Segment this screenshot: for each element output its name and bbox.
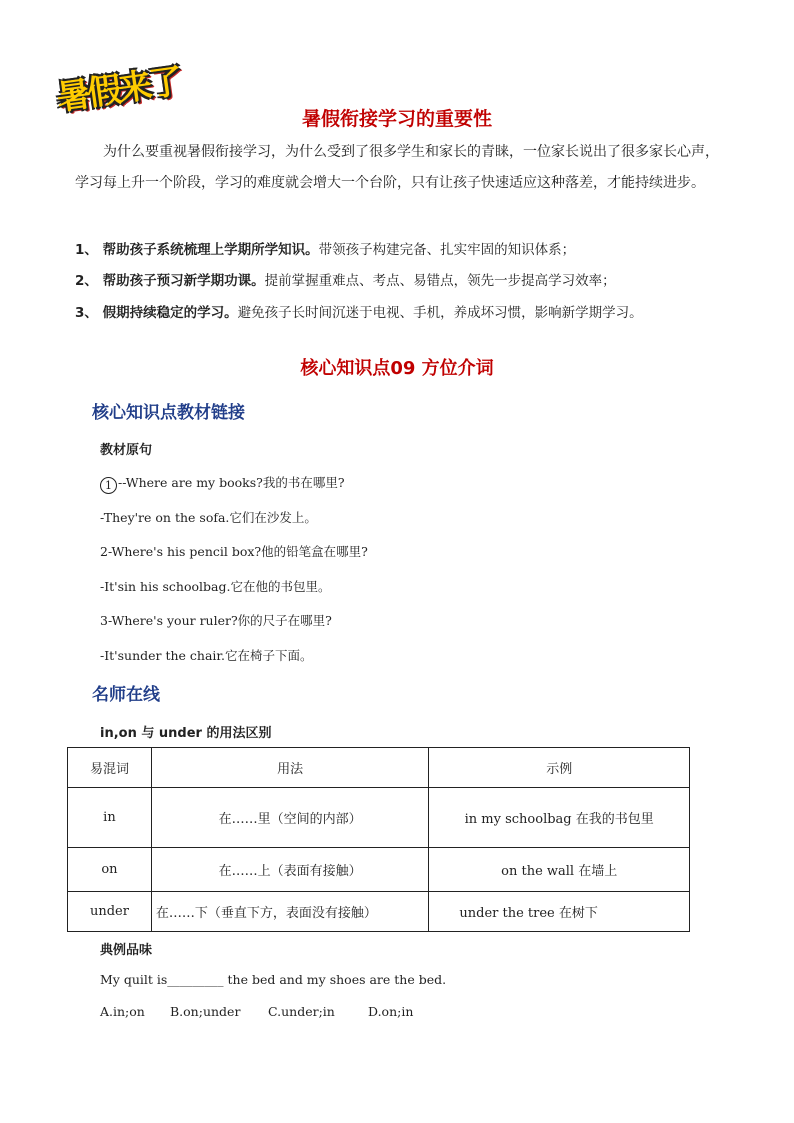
table-header-row [68,748,690,788]
header-cell: 用法 [151,748,429,788]
header-cell: 易混词 [68,748,152,788]
table-row [68,892,690,932]
page-title: 暑假衔接学习的重要性 [301,108,492,130]
point-lead: 3、 假期持续稳定的学习。 [75,305,238,321]
table-cell: 在……下（垂直下方，表面没有接触） [151,892,429,932]
sentence-6: -It'sunder the chair.它在椅子下面。 [100,648,313,663]
header-cell: 示例 [429,748,690,788]
point-2 [75,271,725,291]
sentence-text: --Where are my books?我的书在哪里? [118,475,345,490]
teacher-heading: 名师在线 [92,685,160,705]
summer-logo-icon: 暑假来了 [54,61,183,119]
table-caption: in,on 与 under 的用法区别 [100,726,272,741]
textbook-heading: 核心知识点教材链接 [92,403,245,423]
comparison-table [67,747,690,932]
option-d: D.on;in [368,1004,414,1019]
table-cell: on the wall 在墙上 [429,848,690,892]
option-c: C.under;in [268,1004,335,1019]
sentence-1 [100,473,345,494]
textbook-subheading: 教材原句 [100,443,153,458]
point-lead: 2、 帮助孩子预习新学期功课。 [75,273,265,289]
point-text: 带领孩子构建完备、扎实牢固的知识体系； [318,242,576,258]
option-a: A.in;on [100,1004,145,1019]
table-cell: under the tree 在树下 [429,892,690,932]
table-cell: on [68,848,152,892]
example-question: My quilt is_________ the bed and my shoes are the bed. [100,972,447,987]
point-text: 避免孩子长时间沉迷于电视、手机，养成坏习惯，影响新学期学习。 [237,305,643,321]
section-title: 核心知识点09 方位介词 [300,358,494,379]
table-cell: under [68,892,152,932]
sentence-2: -They're on the sofa.它们在沙发上。 [100,510,317,525]
table-row [68,848,690,892]
table-cell: 在……上（表面有接触） [151,848,429,892]
table-cell: in my schoolbag 在我的书包里 [429,788,690,848]
example-options [100,1004,413,1019]
option-b: B.on;under [170,1004,241,1019]
intro-paragraph: 为什么要重视暑假衔接学习，为什么受到了很多学生和家长的青睐，一位家长说出了很多家长心声，学习每上升一个阶段，学习的难度就会增大一个台阶，只有让孩子快速适应这种落差，才能持续进步。 [75,144,719,191]
sentence-4: -It'sin his schoolbag.它在他的书包里。 [100,579,331,594]
example-heading: 典例品味 [100,943,153,958]
table-cell: 在……里（空间的内部） [151,788,429,848]
table-row [68,788,690,848]
sentence-3: 2-Where's his pencil box?他的铅笔盒在哪里? [100,544,368,559]
sentence-5: 3-Where's your ruler?你的尺子在哪里? [100,613,332,628]
point-1 [75,240,725,260]
point-3 [75,303,725,323]
point-lead: 1、 帮助孩子系统梳理上学期所学知识。 [75,242,319,258]
point-text: 提前掌握重难点、考点、易错点，领先一步提高学习效率； [264,273,616,289]
number-circle: 1 [100,477,117,494]
table-cell: in [68,788,152,848]
